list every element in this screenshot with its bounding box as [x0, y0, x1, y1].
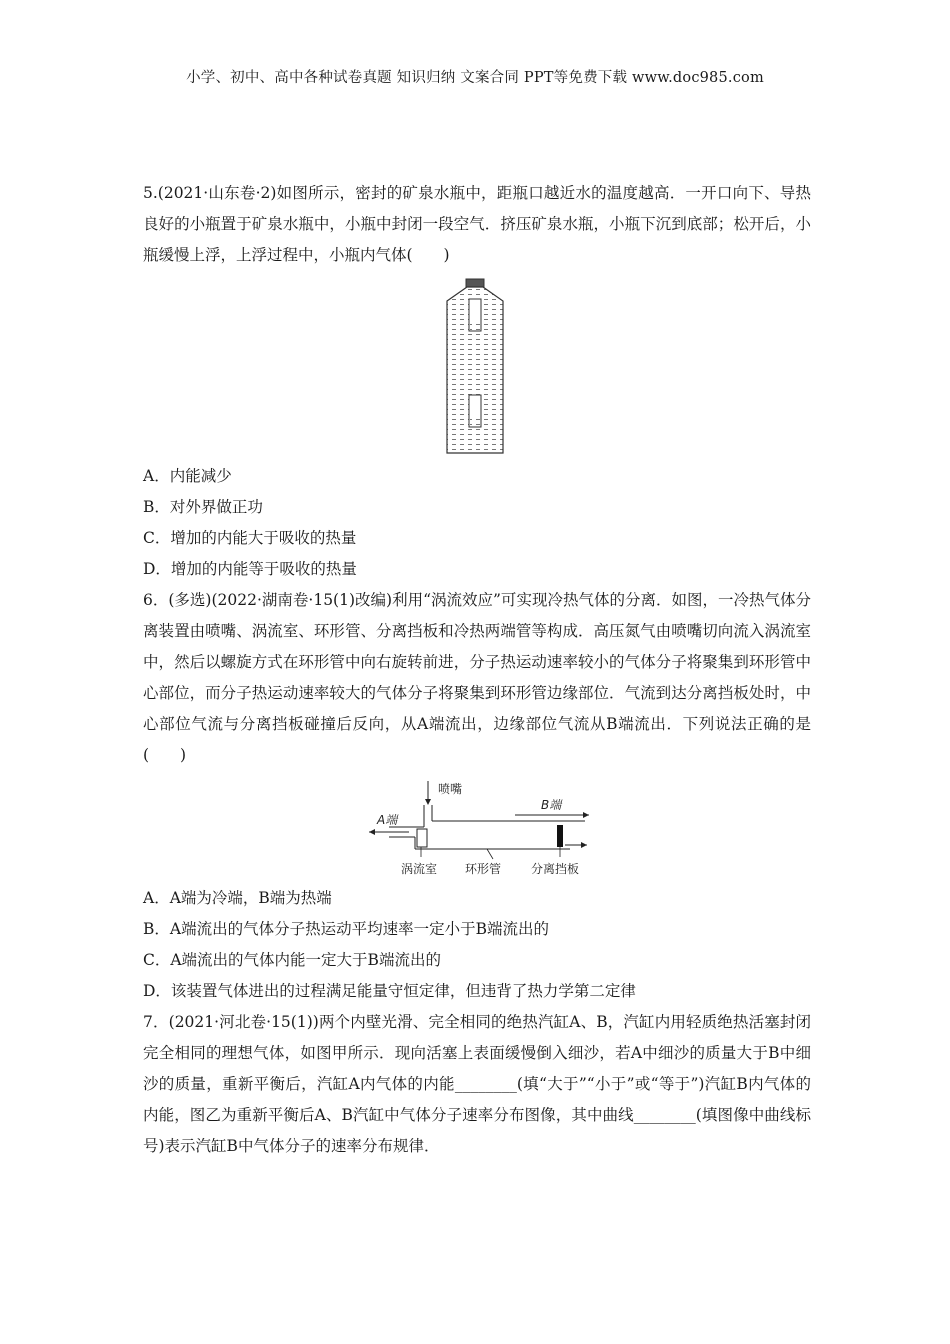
a-end-label: A端 [377, 813, 398, 827]
q6-option-c: C．A端流出的气体内能一定大于B端流出的 [143, 951, 441, 969]
q5-option-d: D．增加的内能等于吸收的热量 [143, 560, 357, 578]
b-end-label: B端 [541, 798, 562, 812]
chamber-label: 涡流室 [401, 862, 438, 876]
mineral-water-bottle-diagram [443, 277, 507, 455]
q5-option-b: B．对外界做正功 [143, 498, 263, 516]
q6-stem: 6．(多选)(2022·湖南卷·15(1)改编)利用“涡流效应”可实现冷热气体的分离．如图，一冷热气体分离装置由喷嘴、涡流室、环形管、分离挡板和冷热两端管等构成．高压氮气由喷嘴切向流入涡流室中，然后以螺旋方式在环形管中向右旋转前进，分子热运动速率较小的气体分子将聚集到环形管中心部位，而分子热运动速率较大的气体分子将聚集到环形管边缘部位．气流到达分离挡板处时，中心部位气流与分离挡板碰撞后反向，从A端流出，边缘部位气流从B端流出．下列说法正确的是( ) [143, 591, 811, 764]
ring-tube-label: 环形管 [465, 862, 502, 876]
baffle-label: 分离挡板 [531, 862, 580, 876]
vortex-tube-figure [143, 775, 811, 883]
q5-stem: 5.(2021·山东卷·2)如图所示，密封的矿泉水瓶中，距瓶口越近水的温度越高．一开口向下、导热良好的小瓶置于矿泉水瓶中，小瓶中封闭一段空气．挤压矿泉水瓶，小瓶下沉到底部；松开后，小瓶缓慢上浮，上浮过程中，小瓶内气体( ) [143, 184, 811, 264]
question-content [143, 178, 811, 1162]
q5-option-c: C．增加的内能大于吸收的热量 [143, 529, 357, 547]
bottle-figure [143, 277, 811, 457]
page-header: 小学、初中、高中各种试卷真题 知识归纳 文案合同 PPT等免费下载 www.doc985.com [186, 70, 764, 86]
vortex-tube-diagram [365, 775, 591, 879]
q5-option-a: A．内能减少 [143, 467, 232, 485]
q7-stem: 7．(2021·河北卷·15(1))两个内壁光滑、完全相同的绝热汽缸A、B，汽缸内用轻质绝热活塞封闭完全相同的理想气体，如图甲所示．现向活塞上表面缓慢倒入细沙，若A中细沙的质量大于B中细沙的质量，重新平衡后，汽缸A内气体的内能________(填“大于”“小于”或“等于”)汽缸B内气体的内能，图乙为重新平衡后A、B汽缸中气体分子速率分布图像，其中曲线________(填图像中曲线标号)表示汽缸B中气体分子的速率分布规律． [143, 1013, 811, 1155]
nozzle-label: 喷嘴 [438, 782, 463, 796]
vortex-chamber [417, 829, 427, 847]
separation-baffle [557, 825, 563, 847]
q6-option-d: D．该装置气体进出的过程满足能量守恒定律，但违背了热力学第二定律 [143, 982, 636, 1000]
q6-option-a: A．A端为冷端，B端为热端 [143, 889, 332, 907]
q6-option-b: B．A端流出的气体分子热运动平均速率一定小于B端流出的 [143, 920, 549, 938]
